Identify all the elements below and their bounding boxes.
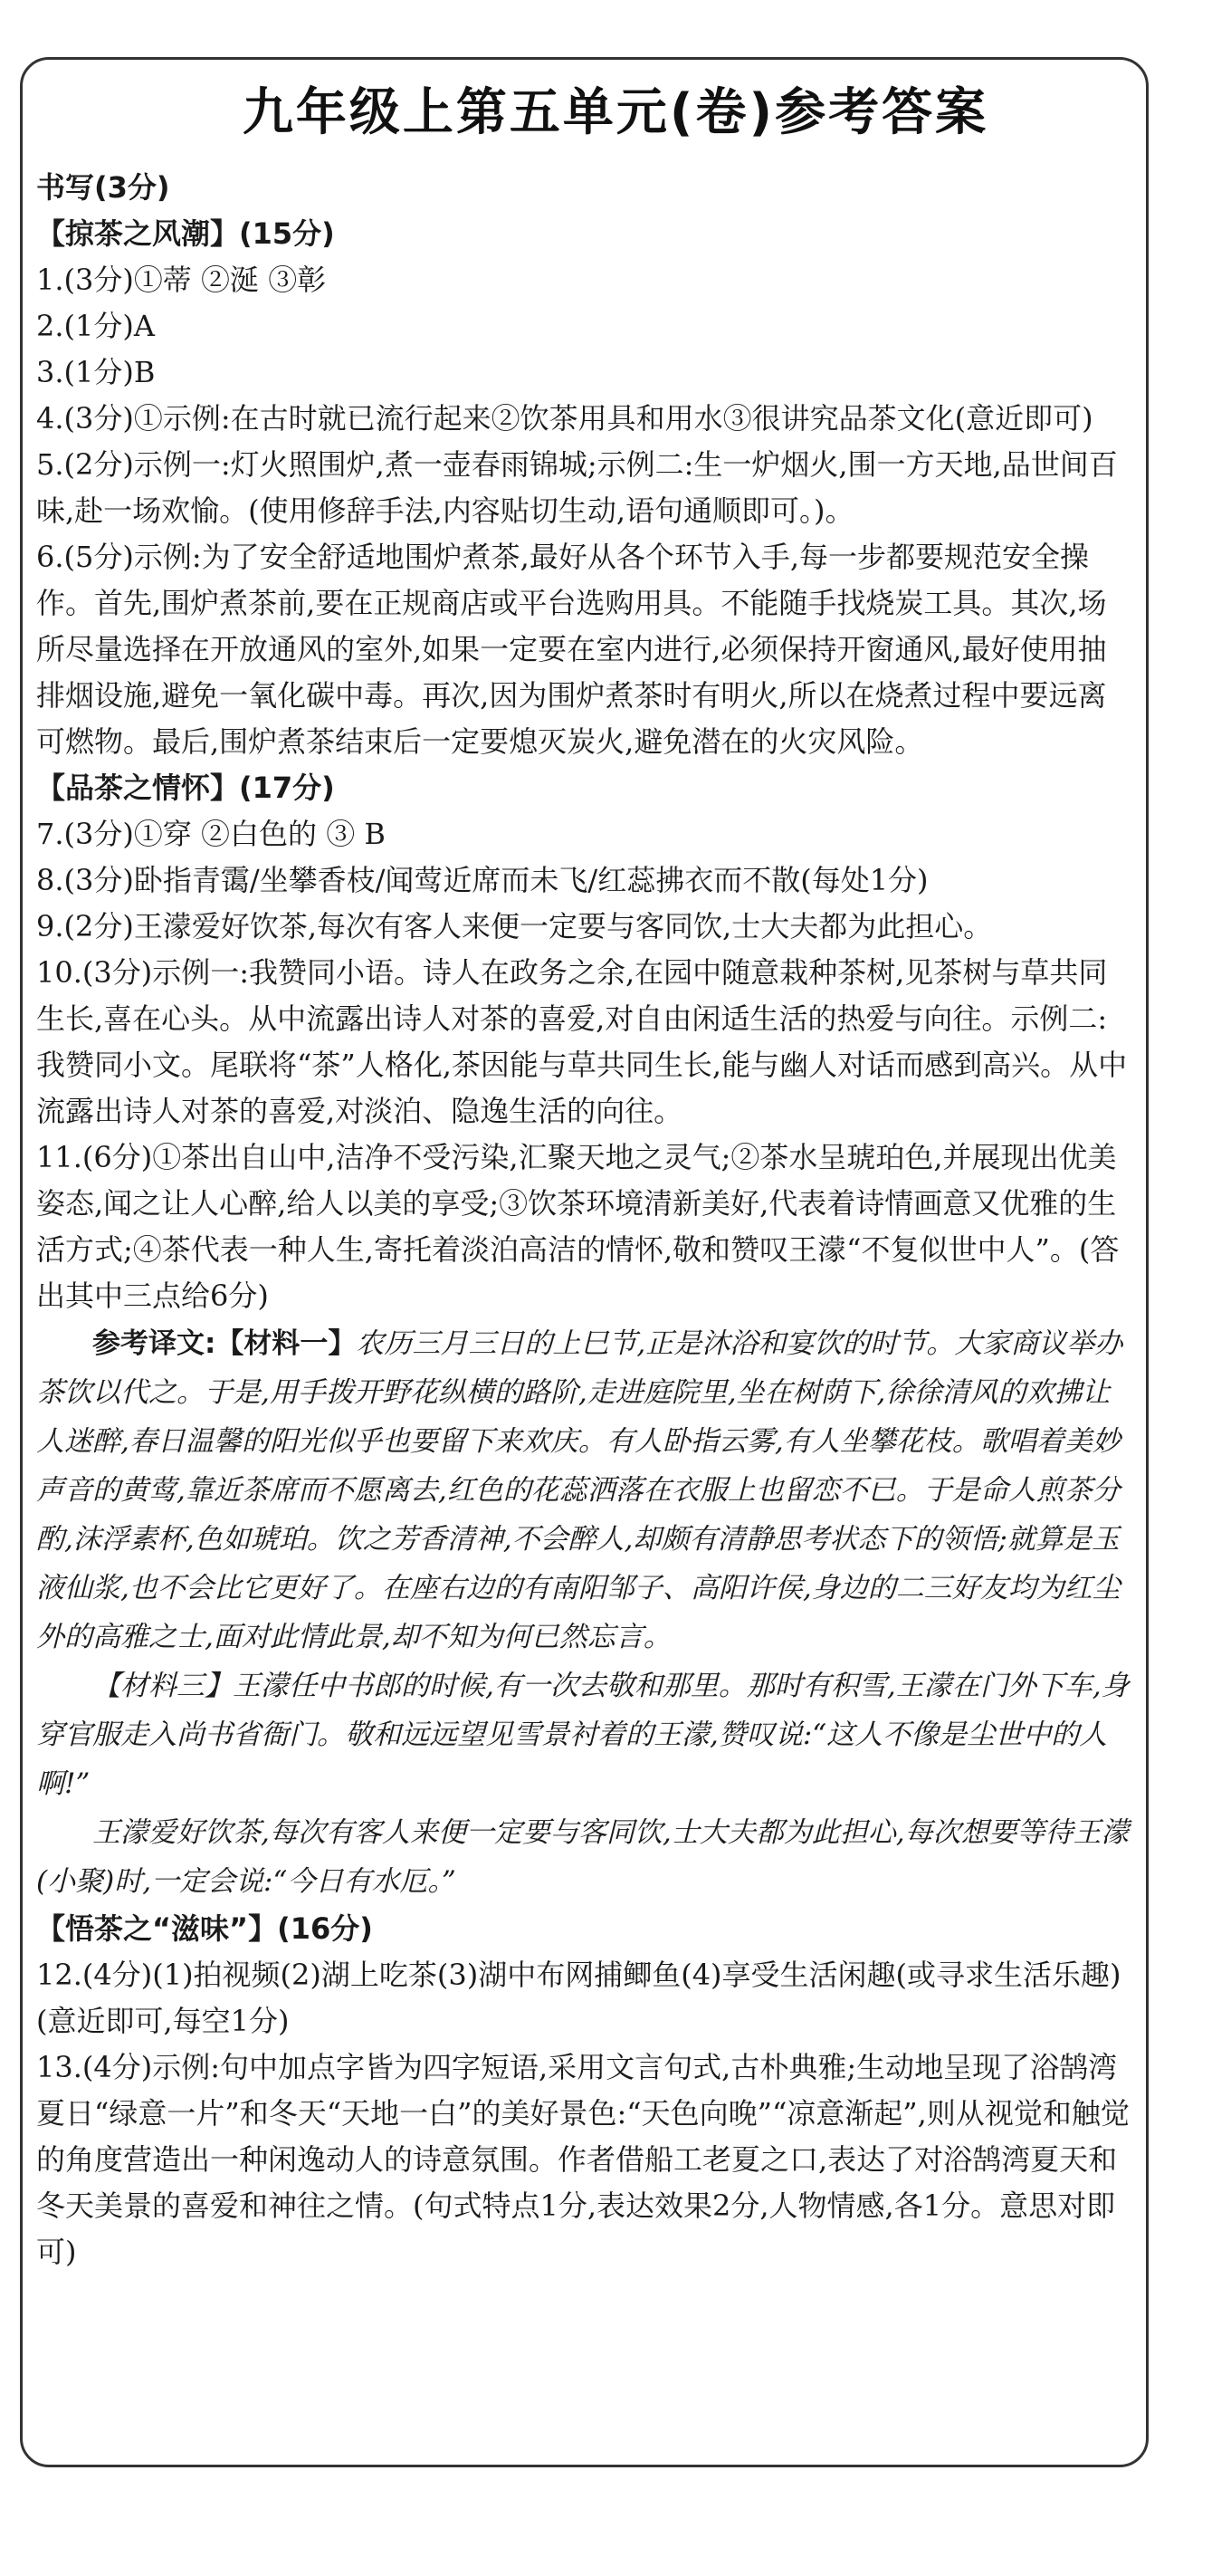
translation-material-3b: 王濛爱好饮茶,每次有客人来便一定要与客同饮,士大夫都为此担心,每次想要等待王濛(小聚)时,一定会说:“今日有水厄。” bbox=[36, 1816, 1130, 1898]
section-heading-3: 【悟茶之“滋味”】(16分) bbox=[36, 1911, 373, 1946]
material-1-text: 农历三月三日的上巳节,正是沐浴和宴饮的时节。大家商议举办茶饮以代之。于是,用手拨开野花纵横的路阶,走进庭院里,坐在树荫下,徐徐清风的欢拂让人迷醉,春日温馨的阳光似乎也要留下来欢庆。有人卧指云雾,有人坐攀花枝。歌唱着美妙声音的黄莺,靠近茶席而不愿离去,红色的花蕊洒落在衣服上也留恋不已。于是命人煎茶分酌,沫浮素杯,色如琥珀。饮之芳香清神,不会醉人,却颇有清静思考状态下的领悟;就算是玉液仙浆,也不会比它更好了。在座右边的有南阳邹子、高阳许侯,身边的二三好友均为红尘外的高雅之士,面对此情此景,却不知为何已然忘言。 bbox=[36, 1327, 1123, 1653]
answer-1: 1.(3分)①蒂 ②涎 ③彰 bbox=[36, 263, 327, 297]
translation-material-3 bbox=[36, 1661, 1131, 1808]
page-title: 九年级上第五单元(卷)参考答案 bbox=[242, 83, 989, 142]
answer-3: 3.(1分)B bbox=[36, 355, 156, 389]
section-heading-1: 【掠茶之风潮】(15分) bbox=[36, 216, 335, 251]
answer-8: 8.(3分)卧指青霭/坐攀香枝/闻莺近席而未飞/红蕊拂衣而不散(每处1分) bbox=[36, 863, 929, 897]
answer-13: 13.(4分)示例:句中加点字皆为四字短语,采用文言句式,古朴典雅;生动地呈现了浴鹄湾夏日“绿意一片”和冬天“天地一白”的美好景色:“天色向晚”“凉意渐起”,则从视觉和触觉的角度营造出一种闲逸动人的诗意氛围。作者借船工老夏之口,表达了对浴鹄湾夏天和冬天美景的喜爱和神往之情。(句式特点1分,表达效果2分,人物情感,各1分。意思对即可) bbox=[36, 2050, 1130, 2269]
translation-material-1 bbox=[36, 1319, 1131, 1661]
answer-2: 2.(1分)A bbox=[36, 309, 155, 343]
answer-12: 12.(4分)(1)拍视频(2)湖上吃茶(3)湖中布网捕鲫鱼(4)享受生活闲趣(或寻求生活乐趣)(意近即可,每空1分) bbox=[36, 1958, 1121, 2038]
answer-4: 4.(3分)①示例:在古时就已流行起来②饮茶用具和用水③很讲究品茶文化(意近即可) bbox=[36, 401, 1093, 436]
material-1-tag: 【材料一】 bbox=[215, 1327, 357, 1360]
answer-5: 5.(2分)示例一:灯火照围炉,煮一壶春雨锦城;示例二:生一炉烟火,围一方天地,品世间百味,赴一场欢愉。(使用修辞手法,内容贴切生动,语句通顺即可。)。 bbox=[36, 447, 1118, 528]
answer-9: 9.(2分)王濛爱好饮茶,每次有客人来便一定要与客同饮,士大夫都为此担心。 bbox=[36, 909, 993, 943]
section-heading-2: 【品茶之情怀】(17分) bbox=[36, 771, 335, 805]
translation-label: 参考译文: bbox=[92, 1327, 216, 1360]
answer-content bbox=[36, 165, 1131, 2275]
answer-7: 7.(3分)①穿 ②白色的 ③ B bbox=[36, 817, 386, 851]
answer-11: 11.(6分)①茶出自山中,洁净不受污染,汇聚天地之灵气;②茶水呈琥珀色,并展现出优美姿态,闻之让人心醉,给人以美的享受;③饮茶环境清新美好,代表着诗情画意又优雅的生活方式;④茶代表一种人生,寄托着淡泊高洁的情怀,敬和赞叹王濛“不复似世中人”。(答出其中三点给6分) bbox=[36, 1140, 1120, 1313]
answer-6: 6.(5分)示例:为了安全舒适地围炉煮茶,最好从各个环节入手,每一步都要规范安全操作。首先,围炉煮茶前,要在正规商店或平台选购用具。不能随手找烧炭工具。其次,场所尽量选择在开放通风的室外,如果一定要在室内进行,必须保持开窗通风,最好使用抽排烟设施,避免一氧化碳中毒。再次,因为围炉煮茶时有明火,所以在烧煮过程中要远离可燃物。最后,围炉煮茶结束后一定要熄灭炭火,避免潜在的火灾风险。 bbox=[36, 540, 1107, 759]
writing-score: 书写(3分) bbox=[36, 170, 170, 205]
answer-10: 10.(3分)示例一:我赞同小语。诗人在政务之余,在园中随意栽种茶树,见茶树与草共同生长,喜在心头。从中流露出诗人对茶的喜爱,对自由闲适生活的热爱与向往。示例二:我赞同小文。尾联将“茶”人格化,茶因能与草共同生长,能与幽人对话而感到高兴。从中流露出诗人对茶的喜爱,对淡泊、隐逸生活的向往。 bbox=[36, 955, 1128, 1128]
material-3-tag: 【材料三】 bbox=[92, 1670, 233, 1702]
material-3-text: 王濛任中书郎的时候,有一次去敬和那里。那时有积雪,王濛在门外下车,身穿官服走入尚书省衙门。敬和远远望见雪景衬着的王濛,赞叹说:“这人不像是尘世中的人啊!” bbox=[36, 1670, 1130, 1800]
